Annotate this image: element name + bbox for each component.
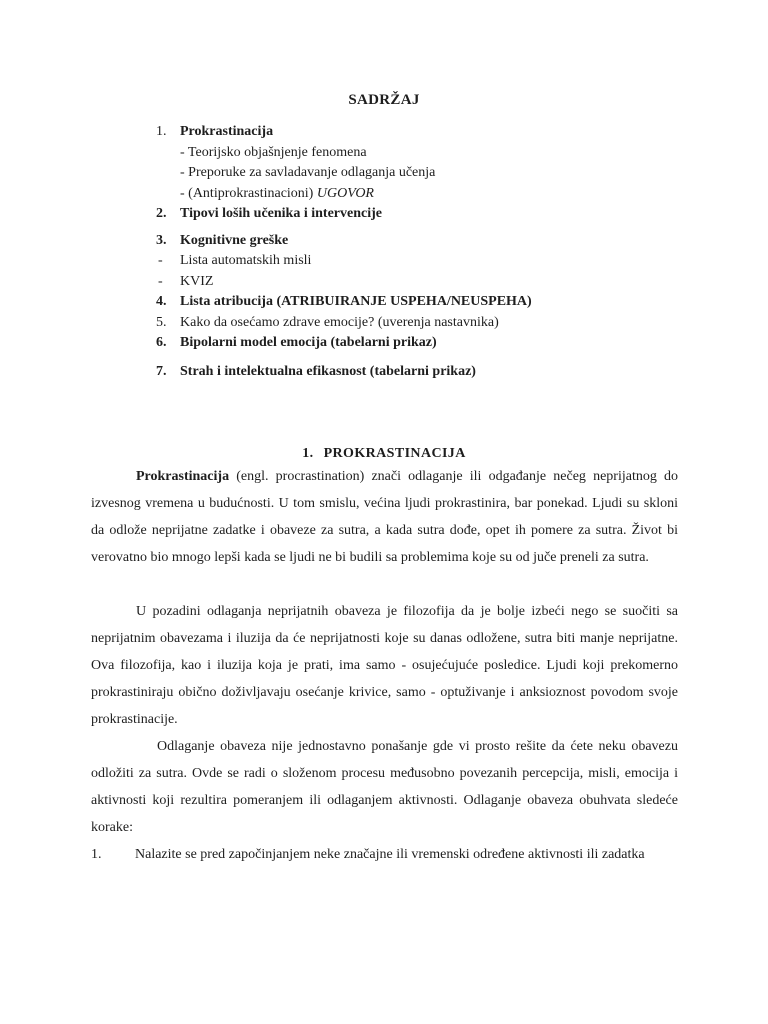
paragraph-3: Odlaganje obaveza nije jednostavno ponašanje gde vi prosto rešite da ćete neku obavezu odložiti za sutra. Ovde se radi o složenom procesu međusobno povezanih percepcija, misli, emocija i aktivnosti koji rezultira pomeranjem ili odlaganjem aktivnosti. Odlaganje obaveza obuhvata sledeće korake: <box>91 739 678 835</box>
toc-item-7-label: Strah i intelektualna efikasnost (tabelarni prikaz) <box>180 363 476 379</box>
toc-item-3-sub-2-text: KVIZ <box>180 273 214 289</box>
toc-item-2-label: Tipovi loših učenika i intervencije <box>180 206 382 221</box>
paragraph-2: U pozadini odlaganja neprijatnih obaveza je filozofija da je bolje izbeći nego se suočiti sa neprijatnim obavezama i iluzija da će neprijatnosti koje su danas odložene, sutra biti manje neprijatne. Ova filozofija, kao i iluzija koja je prati, ima samo - osujećujuće posledice. Ljudi koji prekomerno prokrastiniraju obično doživljavaju osećanje krivice, samo - optuživanje i anksioznost povodom svoje prokrastinacije. <box>91 604 678 727</box>
toc-item-1 <box>156 122 676 143</box>
toc-item-4-number: 4. <box>156 294 167 309</box>
toc-item-3-label: Kognitivne greške <box>180 232 289 248</box>
section-heading <box>0 446 768 462</box>
toc-item-5-number: 5. <box>156 314 167 330</box>
toc-item-6-number: 6. <box>156 335 167 350</box>
toc-item-1-sub-2 <box>156 163 676 184</box>
toc-item-3-sub-1 <box>156 251 676 272</box>
toc-item-6-label: Bipolarni model emocija (tabelarni prikaz) <box>180 335 437 350</box>
toc-item-1-sub-3-italic: UGOVOR <box>316 185 374 201</box>
toc-item-7 <box>156 362 676 383</box>
toc-item-1-sub-2-text: - Preporuke za savladavanje odlaganja učenja <box>180 165 436 180</box>
toc-item-3-sub-2 <box>156 272 676 293</box>
paragraph-1 <box>91 463 678 571</box>
toc-item-3 <box>156 231 676 252</box>
toc-item-1-label: Prokrastinacija <box>180 124 274 139</box>
toc-item-2 <box>156 204 676 225</box>
paragraph-1-term: Prokrastinacija <box>136 469 230 484</box>
toc-item-3-sub-2-dash: - <box>158 273 163 289</box>
list-item-1-text: Nalazite se pred započinjanjem neke značajne ili vremenski određene aktivnosti ili zadatka <box>135 847 645 862</box>
table-of-contents <box>156 122 676 382</box>
toc-item-3-number: 3. <box>156 232 167 248</box>
section-heading-number: 1. <box>302 446 314 461</box>
list-item-1 <box>91 841 678 868</box>
toc-item-1-number: 1. <box>156 124 167 139</box>
toc-item-3-sub-1-dash: - <box>158 253 163 268</box>
toc-item-7-number: 7. <box>156 363 167 379</box>
paragraph-1-text: (engl. procrastination) znači odlaganje ili odgađanje nečeg neprijatnog do izvesnog vremena u budućnosti. U tom smislu, većina ljudi prokrastinira, bar ponekad. Ljudi su skloni da odlože neprijatne zadatke i obaveze za sutra, a kada sutra dođe, opet ih pomere za sutra. Život bi verovatno bio mnogo lepši kada se ljudi ne bi budili sa problemima koje su od juče preneli za sutra. <box>91 469 678 565</box>
toc-item-6 <box>156 333 676 354</box>
toc-item-5 <box>156 313 676 334</box>
toc-title: SADRŽAJ <box>348 92 420 108</box>
section-heading-title: PROKRASTINACIJA <box>323 446 466 461</box>
list-item-1-number: 1. <box>91 847 102 862</box>
toc-item-1-sub-1-text: - Teorijsko objašnjenje fenomena <box>180 144 367 160</box>
toc-item-4 <box>156 292 676 313</box>
toc-item-1-sub-1 <box>156 143 676 164</box>
toc-item-2-number: 2. <box>156 206 167 221</box>
toc-item-5-label: Kako da osećamo zdrave emocije? (uverenja nastavnika) <box>180 314 499 330</box>
toc-item-1-sub-3-text: - (Antiprokrastinacioni) <box>180 185 317 201</box>
toc-item-3-sub-1-text: Lista automatskih misli <box>180 253 312 268</box>
toc-item-1-sub-3-wrap <box>180 184 374 205</box>
toc-item-1-sub-3 <box>156 184 676 205</box>
toc-item-4-label: Lista atribucija (ATRIBUIRANJE USPEHA/NEUSPEHA) <box>180 294 532 309</box>
